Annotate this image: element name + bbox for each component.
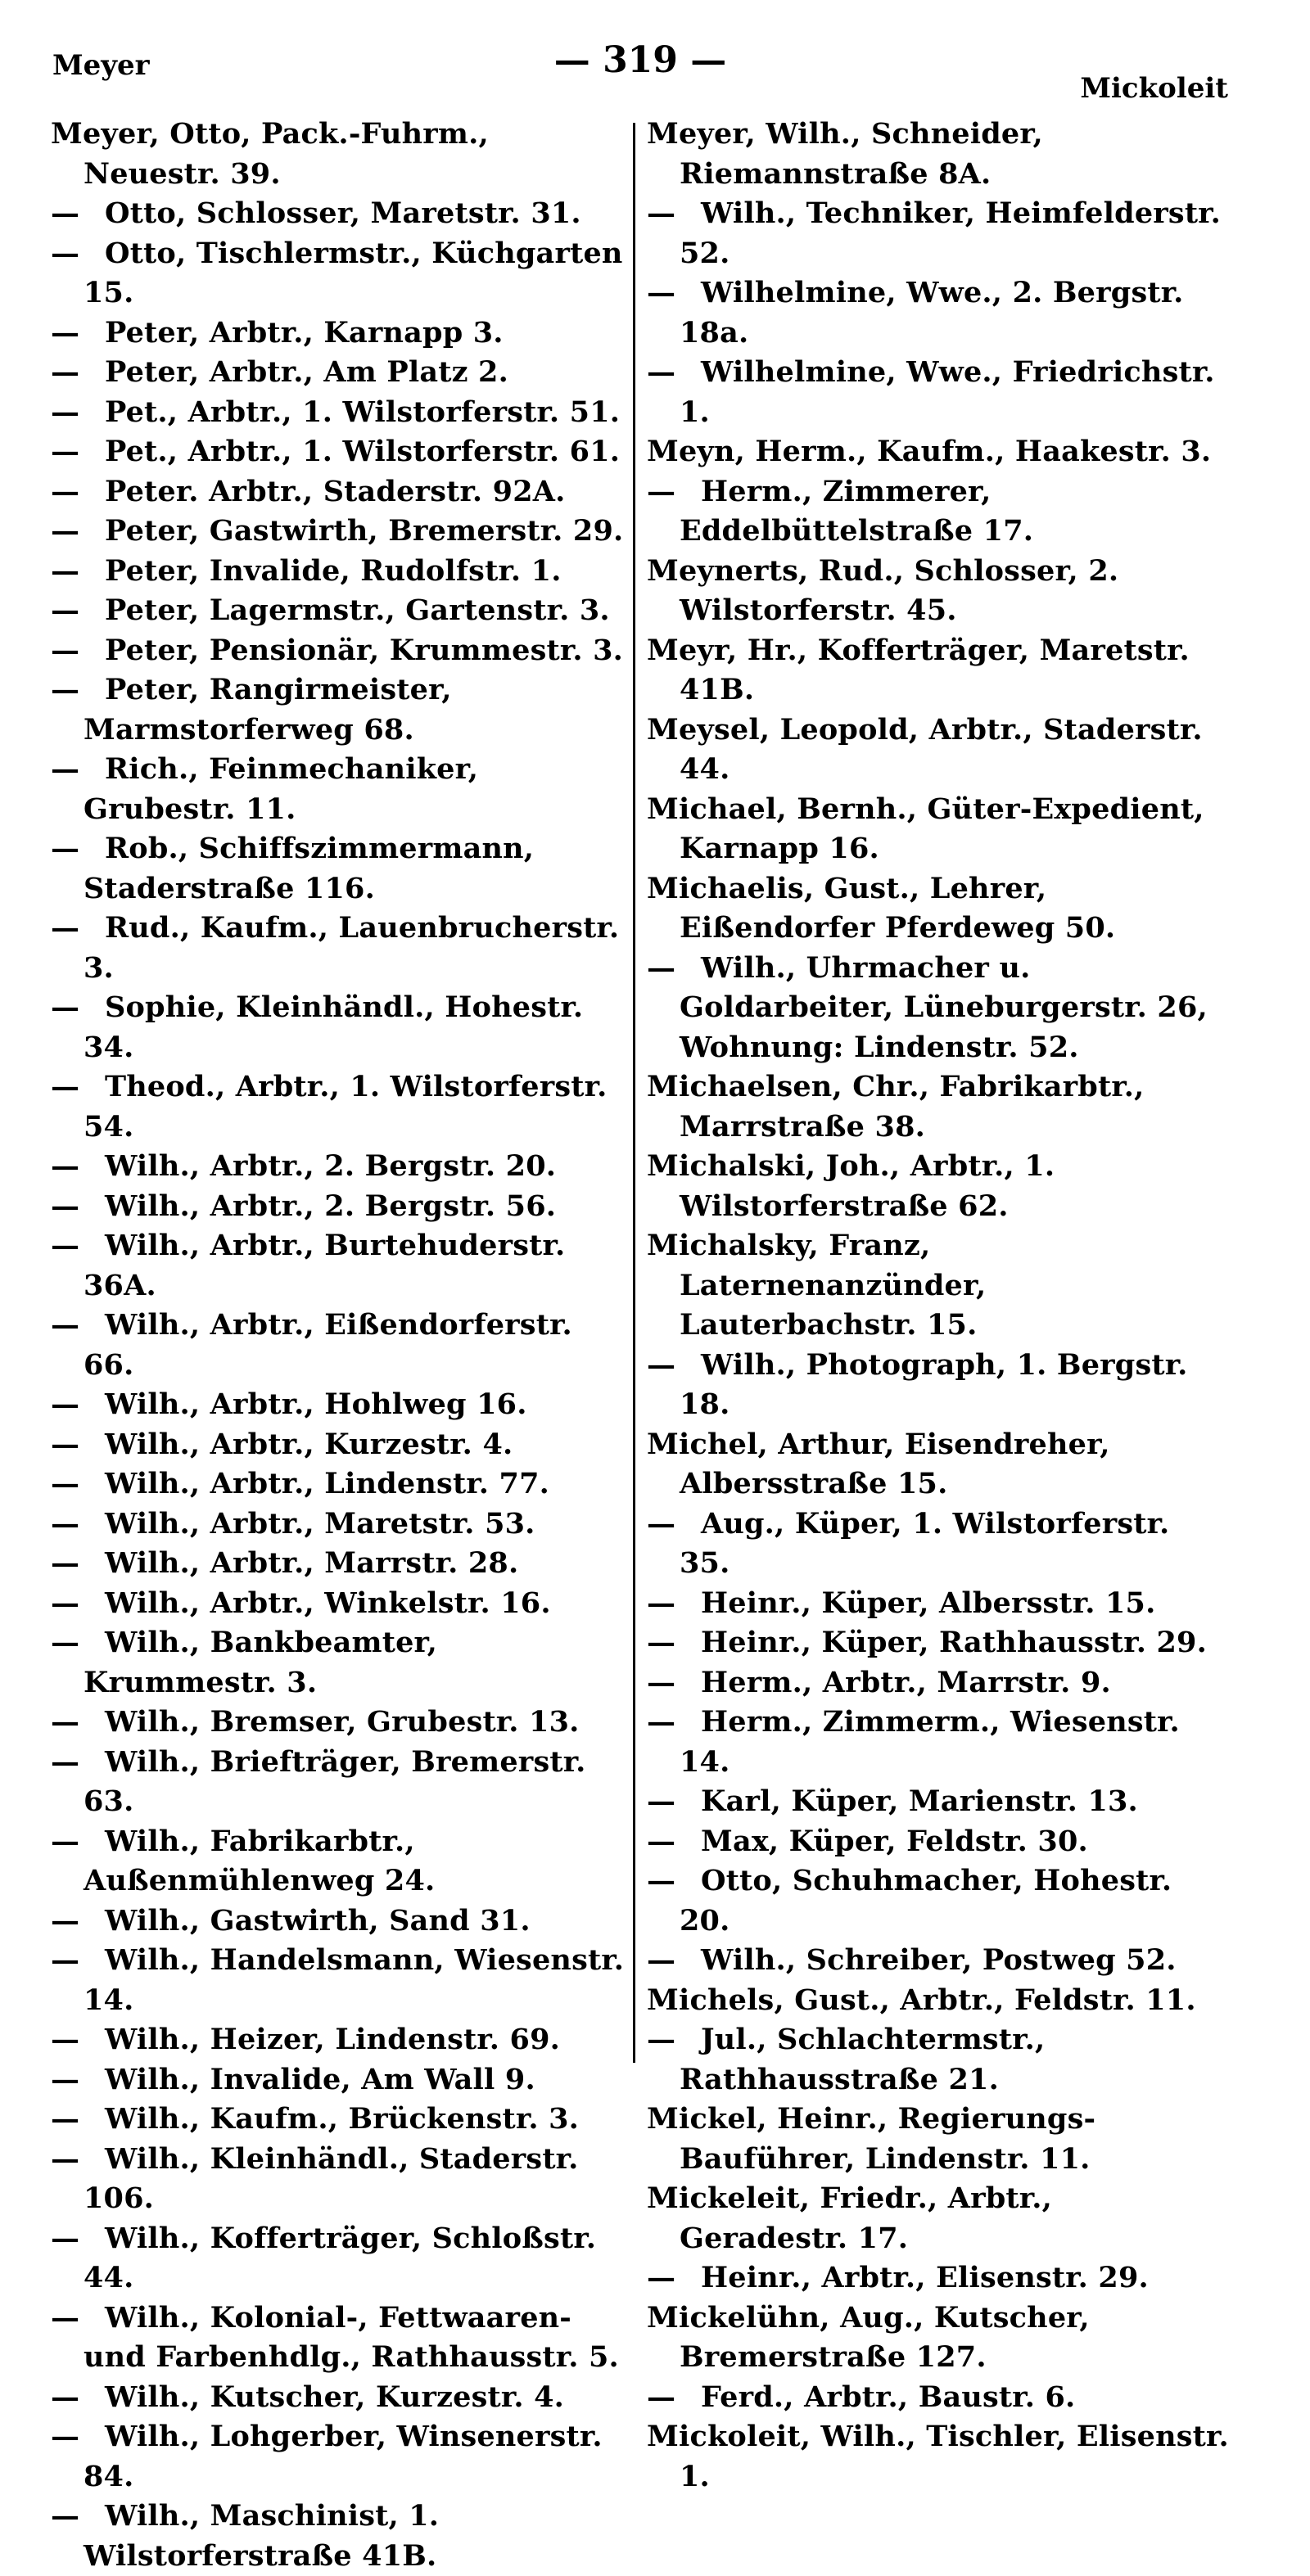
entry-text: Wilh., Kaufm., Brückenstr. 3. xyxy=(105,2102,580,2136)
directory-entry xyxy=(647,1226,1230,1346)
page-number: — 319 — xyxy=(553,39,727,81)
directory-entry xyxy=(647,552,1230,631)
ditto-dash: — xyxy=(51,2102,80,2136)
ditto-dash: — xyxy=(51,2221,80,2255)
entry-text: Mickelühn, Aug., Kutscher, Bremerstraße 127. xyxy=(647,2300,1090,2374)
entry-text: Meyer, Otto, Pack.-Fuhrm., Neuestr. 39. xyxy=(51,117,489,191)
entry-text: Wilh., Arbtr., Kurzestr. 4. xyxy=(105,1427,513,1461)
entry-text: Otto, Schlosser, Maretstr. 31. xyxy=(105,196,581,230)
ditto-dash: — xyxy=(647,2261,676,2294)
ditto-dash: — xyxy=(51,1149,80,1183)
entry-text: Otto, Schuhmacher, Hohestr. 20. xyxy=(680,1864,1172,1938)
ditto-dash: — xyxy=(51,1506,80,1541)
directory-entry xyxy=(647,1067,1230,1147)
ditto-dash: — xyxy=(51,1467,80,1500)
ditto-dash: — xyxy=(51,2380,80,2414)
entry-text: Wilh., Arbtr., 2. Bergstr. 56. xyxy=(105,1189,557,1223)
entry-text: Otto, Tischlermstr., Küchgarten 15. xyxy=(84,236,623,309)
entry-text: Meyr, Hr., Kofferträger, Maretstr. 41B. xyxy=(647,633,1190,706)
directory-entry xyxy=(51,988,626,1067)
directory-entry xyxy=(51,2417,626,2497)
entry-text: Wilh., Photograph, 1. Bergstr. 18. xyxy=(680,1347,1188,1421)
ditto-dash: — xyxy=(647,1586,676,1620)
ditto-dash: — xyxy=(51,474,80,508)
entry-text: Wilh., Arbtr., Hohlweg 16. xyxy=(105,1387,527,1421)
entry-text: Wilh., Arbtr., Eißendorferstr. 66. xyxy=(84,1308,572,1382)
directory-entry xyxy=(647,1505,1230,1584)
directory-entry xyxy=(51,1505,626,1545)
entry-text: Heinr., Küper, Rathhausstr. 29. xyxy=(701,1626,1207,1659)
ditto-dash: — xyxy=(51,1427,80,1461)
directory-entry xyxy=(647,2258,1230,2299)
entry-text: Heinr., Küper, Albersstr. 15. xyxy=(701,1586,1156,1620)
entry-text: Wilh., Fabrikarbtr., Außenmühlenweg 24. xyxy=(84,1824,436,1897)
entry-text: Wilh., Bankbeamter, Krummestr. 3. xyxy=(84,1626,438,1699)
directory-entry xyxy=(647,2417,1230,2497)
ditto-dash: — xyxy=(51,2420,80,2453)
directory-entry xyxy=(51,909,626,988)
entry-text: Sophie, Kleinhändl., Hohestr. 34. xyxy=(84,990,584,1064)
entry-text: Michalsky, Franz, Laternenanzünder, Lauterbachstr. 15. xyxy=(647,1229,987,1342)
directory-entry xyxy=(51,1743,626,1822)
directory-entry xyxy=(51,234,626,314)
entry-text: Wilh., Techniker, Heimfelderstr. 52. xyxy=(680,196,1222,270)
directory-entry xyxy=(51,2100,626,2140)
left-column xyxy=(51,115,626,2576)
directory-entry xyxy=(51,2219,626,2299)
ditto-dash: — xyxy=(51,911,80,945)
directory-entry xyxy=(647,1623,1230,1663)
entry-text: Max, Küper, Feldstr. 30. xyxy=(701,1824,1088,1858)
directory-entry xyxy=(647,1861,1230,1941)
entry-text: Wilh., Arbtr., Winkelstr. 16. xyxy=(105,1586,551,1620)
entry-text: Wilh., Heizer, Lindenstr. 69. xyxy=(105,2023,561,2056)
directory-entry xyxy=(647,1425,1230,1505)
entry-text: Jul., Schlachtermstr., Rathhausstraße 21. xyxy=(680,2023,1046,2096)
ditto-dash: — xyxy=(647,2023,676,2056)
directory-entry xyxy=(51,1623,626,1703)
ditto-dash: — xyxy=(51,2141,80,2176)
entry-text: Pet., Arbtr., 1. Wilstorferstr. 61. xyxy=(105,435,621,468)
page-header xyxy=(52,39,1228,105)
directory-entry xyxy=(51,631,626,671)
entry-text: Michel, Arthur, Eisendreher, Albersstraße 15. xyxy=(647,1427,1110,1500)
ditto-dash: — xyxy=(51,395,80,429)
ditto-dash: — xyxy=(647,2380,676,2414)
ditto-dash: — xyxy=(51,435,80,468)
ditto-dash: — xyxy=(647,1705,676,1739)
directory-entry xyxy=(51,1147,626,1187)
directory-entry xyxy=(51,1385,626,1425)
directory-entry xyxy=(647,1782,1230,1822)
entry-text: Wilh., Kutscher, Kurzestr. 4. xyxy=(105,2380,565,2414)
ditto-dash: — xyxy=(51,1824,80,1858)
directory-entry xyxy=(647,631,1230,711)
entry-text: Heinr., Arbtr., Elisenstr. 29. xyxy=(701,2261,1149,2294)
ditto-dash: — xyxy=(51,315,80,350)
directory-entry xyxy=(51,1226,626,1306)
directory-entry xyxy=(51,115,626,194)
directory-entry xyxy=(51,1703,626,1743)
entry-text: Wilh., Kolonial-, Fettwaaren- und Farbenhdlg., Rathhausstr. 5. xyxy=(84,2300,619,2374)
header-left-keyword: Meyer xyxy=(52,49,150,82)
directory-entry xyxy=(647,2020,1230,2100)
ditto-dash: — xyxy=(51,752,80,786)
entry-text: Wilh., Briefträger, Bremerstr. 63. xyxy=(84,1744,586,1818)
entry-text: Mickoleit, Wilh., Tischler, Elisenstr. 1. xyxy=(647,2420,1229,2493)
ditto-dash: — xyxy=(647,1824,676,1858)
directory-entry xyxy=(51,2060,626,2100)
directory-entry xyxy=(647,1147,1230,1226)
entry-text: Theod., Arbtr., 1. Wilstorferstr. 54. xyxy=(84,1070,608,1144)
directory-entry xyxy=(51,314,626,354)
directory-entry xyxy=(51,829,626,909)
directory-entry xyxy=(647,790,1230,869)
entry-text: Meynerts, Rud., Schlosser, 2. Wilstorferstr. 45. xyxy=(647,553,1119,627)
entry-text: Herm., Arbtr., Marrstr. 9. xyxy=(701,1665,1111,1699)
directory-entry xyxy=(647,1346,1230,1425)
ditto-dash: — xyxy=(51,514,80,548)
entry-text: Peter, Lagermstr., Gartenstr. 3. xyxy=(105,593,610,627)
ditto-dash: — xyxy=(647,1665,676,1699)
entry-text: Wilh., Arbtr., Marrstr. 28. xyxy=(105,1546,519,1580)
directory-entry xyxy=(647,353,1230,432)
ditto-dash: — xyxy=(647,1506,676,1541)
entry-text: Peter, Pensionär, Krummestr. 3. xyxy=(105,633,624,667)
directory-entry xyxy=(647,1663,1230,1703)
entry-text: Wilh., Schreiber, Postweg 52. xyxy=(701,1943,1177,1977)
entry-text: Michalski, Joh., Arbtr., 1. Wilstorferstraße 62. xyxy=(647,1149,1055,1223)
ditto-dash: — xyxy=(51,1229,80,1262)
column-divider xyxy=(633,123,635,2063)
directory-entry xyxy=(51,1822,626,1902)
ditto-dash: — xyxy=(51,1308,80,1342)
directory-entry xyxy=(51,2140,626,2219)
ditto-dash: — xyxy=(51,673,80,706)
entry-text: Wilh., Bremser, Grubestr. 13. xyxy=(105,1705,580,1739)
entry-text: Wilh., Arbtr., Burtehuderstr. 36A. xyxy=(84,1229,566,1302)
entry-text: Michaelis, Gust., Lehrer, Eißendorfer Pferdeweg 50. xyxy=(647,871,1116,945)
directory-entry xyxy=(647,2299,1230,2378)
directory-entry xyxy=(647,1981,1230,2021)
directory-entry xyxy=(647,273,1230,353)
directory-entry xyxy=(51,1464,626,1505)
entry-text: Wilhelmine, Wwe., 2. Bergstr. 18a. xyxy=(680,276,1184,350)
directory-entry xyxy=(51,1187,626,1227)
entry-text: Herm., Zimmerer, Eddelbüttelstraße 17. xyxy=(680,474,1034,548)
entry-text: Wilh., Kofferträger, Schloßstr. 44. xyxy=(84,2221,597,2294)
entry-text: Peter, Gastwirth, Bremerstr. 29. xyxy=(105,514,624,548)
ditto-dash: — xyxy=(647,1784,676,1818)
ditto-dash: — xyxy=(51,593,80,627)
ditto-dash: — xyxy=(51,553,80,588)
ditto-dash: — xyxy=(51,236,80,270)
directory-entry xyxy=(647,2100,1230,2179)
ditto-dash: — xyxy=(51,355,80,389)
ditto-dash: — xyxy=(51,832,80,865)
directory-entry xyxy=(51,512,626,552)
directory-entry xyxy=(647,949,1230,1068)
directory-entry xyxy=(51,353,626,393)
directory-entry xyxy=(51,1544,626,1584)
ditto-dash: — xyxy=(51,1744,80,1779)
ditto-dash: — xyxy=(647,355,676,389)
directory-entry xyxy=(51,1306,626,1385)
directory-entry xyxy=(51,393,626,433)
ditto-dash: — xyxy=(51,1189,80,1223)
ditto-dash: — xyxy=(647,950,676,985)
directory-entry xyxy=(51,2497,626,2576)
ditto-dash: — xyxy=(647,1943,676,1977)
entry-text: Peter, Rangirmeister, Marmstorferweg 68. xyxy=(84,673,452,747)
directory-entry xyxy=(647,1941,1230,1981)
entry-text: Meyer, Wilh., Schneider, Riemannstraße 8A. xyxy=(647,117,1043,191)
ditto-dash: — xyxy=(51,1626,80,1659)
entry-text: Rob., Schiffszimmermann, Staderstraße 116. xyxy=(84,832,535,905)
ditto-dash: — xyxy=(51,196,80,230)
entry-text: Wilhelmine, Wwe., Friedrichstr. 1. xyxy=(680,355,1215,429)
ditto-dash: — xyxy=(51,1070,80,1103)
entry-text: Michels, Gust., Arbtr., Feldstr. 11. xyxy=(647,1983,1196,2017)
entry-text: Pet., Arbtr., 1. Wilstorferstr. 51. xyxy=(105,395,621,429)
directory-entry xyxy=(51,750,626,829)
directory-entry xyxy=(51,2020,626,2060)
directory-entry xyxy=(51,1902,626,1942)
directory-entry xyxy=(51,670,626,750)
entry-text: Peter, Arbtr., Am Platz 2. xyxy=(105,355,508,389)
ditto-dash: — xyxy=(51,2062,80,2096)
directory-entry xyxy=(51,432,626,472)
directory-entry xyxy=(647,472,1230,552)
entry-text: Ferd., Arbtr., Baustr. 6. xyxy=(701,2380,1076,2414)
entry-text: Wilh., Arbtr., 2. Bergstr. 20. xyxy=(105,1149,557,1183)
entry-text: Michaelsen, Chr., Fabrikarbtr., Marrstraße 38. xyxy=(647,1070,1145,1144)
ditto-dash: — xyxy=(51,1546,80,1580)
ditto-dash: — xyxy=(647,474,676,508)
directory-entry xyxy=(647,711,1230,790)
directory-entry xyxy=(647,194,1230,273)
entry-text: Peter, Invalide, Rudolfstr. 1. xyxy=(105,553,562,588)
ditto-dash: — xyxy=(647,276,676,309)
directory-entry xyxy=(647,1703,1230,1782)
entry-text: Herm., Zimmerm., Wiesenstr. 14. xyxy=(680,1705,1180,1779)
entry-text: Wilh., Kleinhändl., Staderstr. 106. xyxy=(84,2141,579,2215)
directory-entry xyxy=(51,552,626,592)
directory-entry xyxy=(51,2299,626,2378)
ditto-dash: — xyxy=(51,1943,80,1977)
entry-text: Peter. Arbtr., Staderstr. 92A. xyxy=(105,474,566,508)
entry-text: Michael, Bernh., Güter-Expedient, Karnapp 16. xyxy=(647,792,1204,865)
entry-text: Aug., Küper, 1. Wilstorferstr. 35. xyxy=(680,1506,1170,1580)
header-right-keyword: Mickoleit xyxy=(1080,72,1228,105)
ditto-dash: — xyxy=(647,1626,676,1659)
entry-text: Wilh., Maschinist, 1. Wilstorferstraße 41B. xyxy=(84,2499,440,2573)
directory-entry xyxy=(51,1941,626,2020)
entry-text: Wilh., Arbtr., Lindenstr. 77. xyxy=(105,1467,550,1500)
entry-text: Meysel, Leopold, Arbtr., Staderstr. 44. xyxy=(647,712,1203,786)
entry-text: Mickel, Heinr., Regierungs-Bauführer, Lindenstr. 11. xyxy=(647,2102,1096,2176)
directory-entry xyxy=(647,1822,1230,1862)
entry-text: Wilh., Invalide, Am Wall 9. xyxy=(105,2062,535,2096)
entry-text: Rud., Kaufm., Lauenbrucherstr. 3. xyxy=(84,911,620,985)
directory-entry xyxy=(647,1584,1230,1624)
directory-entry xyxy=(51,591,626,631)
directory-entry xyxy=(51,2378,626,2418)
ditto-dash: — xyxy=(647,196,676,230)
ditto-dash: — xyxy=(647,1347,676,1382)
entry-text: Wilh., Lohgerber, Winsenerstr. 84. xyxy=(84,2420,603,2493)
entry-text: Mickeleit, Friedr., Arbtr., Geradestr. 17. xyxy=(647,2181,1052,2255)
ditto-dash: — xyxy=(647,1864,676,1897)
directory-entry xyxy=(51,1425,626,1465)
entry-text: Wilh., Handelsmann, Wiesenstr. 14. xyxy=(84,1943,625,2017)
ditto-dash: — xyxy=(51,2300,80,2335)
entry-text: Wilh., Arbtr., Maretstr. 53. xyxy=(105,1506,535,1541)
directory-entry xyxy=(51,1067,626,1147)
directory-entry xyxy=(51,194,626,234)
directory-entry xyxy=(51,472,626,512)
ditto-dash: — xyxy=(51,990,80,1024)
entry-text: Wilh., Gastwirth, Sand 31. xyxy=(105,1903,531,1938)
ditto-dash: — xyxy=(51,1705,80,1739)
directory-entry xyxy=(647,2378,1230,2418)
ditto-dash: — xyxy=(51,2499,80,2533)
ditto-dash: — xyxy=(51,1903,80,1938)
entry-text: Meyn, Herm., Kaufm., Haakestr. 3. xyxy=(647,435,1212,468)
directory-entry xyxy=(647,432,1230,472)
entry-text: Wilh., Uhrmacher u. Goldarbeiter, Lüneburgerstr. 26, Wohnung: Lindenstr. 52. xyxy=(680,950,1208,1064)
right-column xyxy=(647,115,1230,2497)
entry-text: Karl, Küper, Marienstr. 13. xyxy=(701,1784,1138,1818)
entry-text: Peter, Arbtr., Karnapp 3. xyxy=(105,315,504,350)
ditto-dash: — xyxy=(51,1586,80,1620)
ditto-dash: — xyxy=(51,633,80,667)
entry-text: Rich., Feinmechaniker, Grubestr. 11. xyxy=(84,752,479,826)
ditto-dash: — xyxy=(51,1387,80,1421)
directory-entry xyxy=(647,2179,1230,2258)
directory-entry xyxy=(51,1584,626,1624)
directory-entry xyxy=(647,115,1230,194)
ditto-dash: — xyxy=(51,2023,80,2056)
directory-entry xyxy=(647,869,1230,949)
